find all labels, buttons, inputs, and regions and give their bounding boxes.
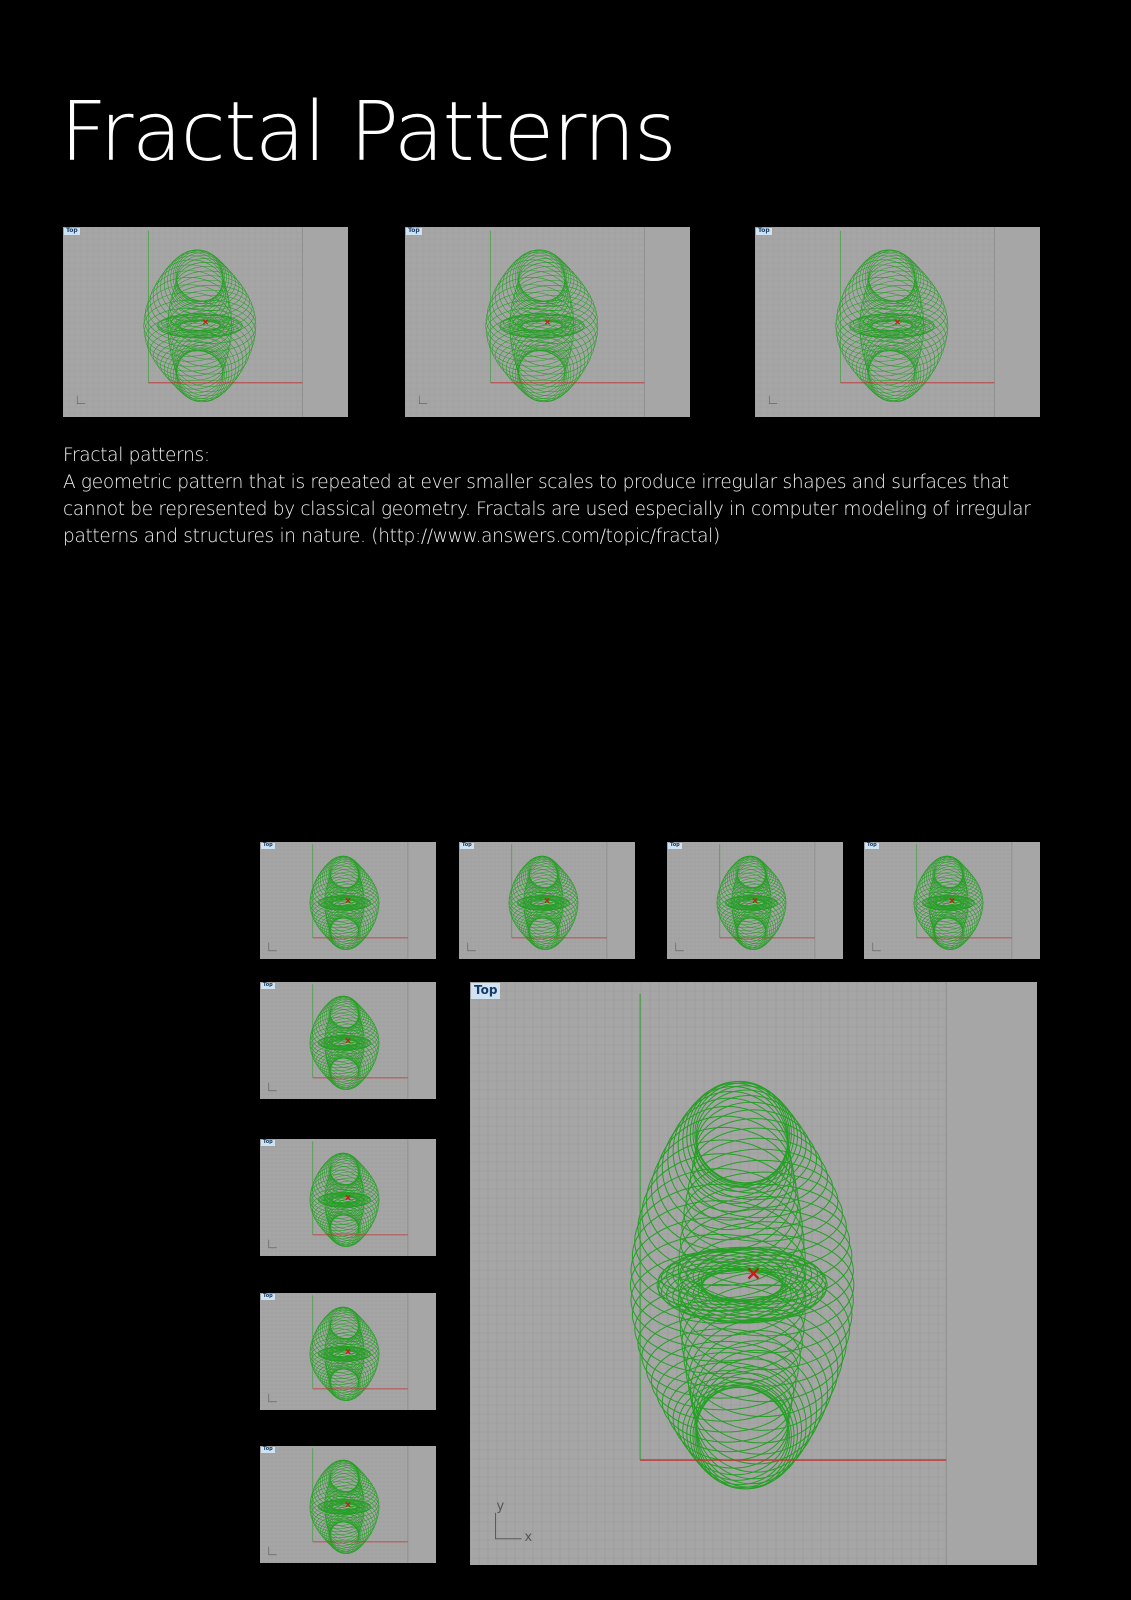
viewport-label: Top <box>263 982 273 988</box>
world-axis-icon <box>676 943 684 951</box>
viewport-label: Top <box>263 842 273 848</box>
top-row-viewport-2 <box>405 227 690 417</box>
fractal-curves <box>144 250 256 402</box>
viewport-label: Top <box>758 227 770 234</box>
fractal-curves <box>836 250 948 402</box>
fractal-curves <box>486 250 598 402</box>
viewport-drawing <box>459 842 635 959</box>
viewport-label: Top <box>408 227 420 234</box>
world-axis-icon <box>269 1547 277 1555</box>
viewport-label: Top <box>263 1446 273 1452</box>
description <box>63 442 1053 550</box>
gallery-thumb-4 <box>864 842 1040 959</box>
viewport-drawing <box>260 982 436 1099</box>
top-row-viewport-1 <box>63 227 348 417</box>
world-axis-icon <box>269 1083 277 1091</box>
viewport-drawing <box>260 1139 436 1256</box>
large-viewport <box>470 982 1037 1565</box>
axis-label-y: y <box>496 1498 505 1514</box>
world-axis-icon <box>419 396 427 404</box>
viewport-label: Top <box>471 983 500 999</box>
viewport-label: Top <box>670 842 680 848</box>
world-axis-icon <box>496 1513 522 1539</box>
page-title: Fractal Patterns <box>60 85 676 180</box>
viewport-drawing <box>470 982 1037 1565</box>
viewport-label: Top <box>462 842 472 848</box>
gallery-thumb-2 <box>459 842 635 959</box>
gallery-thumb-6 <box>260 1139 436 1256</box>
gallery-thumb-1 <box>260 842 436 959</box>
viewport-label: Top <box>66 227 78 234</box>
viewport-drawing <box>260 1293 436 1410</box>
gallery-thumb-7 <box>260 1293 436 1410</box>
viewport-drawing <box>864 842 1040 959</box>
viewport-drawing <box>667 842 843 959</box>
viewport-label: Top <box>867 842 877 848</box>
top-row-viewport-3 <box>755 227 1040 417</box>
world-axis-icon <box>269 1394 277 1402</box>
viewport-drawing <box>260 1446 436 1563</box>
world-axis-icon <box>77 396 85 404</box>
description-heading: Fractal patterns: <box>63 445 210 466</box>
axis-label-x: x <box>524 1529 533 1545</box>
viewport-label: Top <box>263 1293 273 1299</box>
world-axis-icon <box>269 1240 277 1248</box>
world-axis-icon <box>269 943 277 951</box>
world-axis-icon <box>873 943 881 951</box>
description-body: A geometric pattern that is repeated at ever smaller scales to produce irregular shapes and surfaces that cannot be represented by classical geometry. Fractals are used especially in computer modeling of irregular patterns and structures in nature. (http://www.answers.com/topic/fractal) <box>63 472 1031 547</box>
fractal-curves <box>630 1081 853 1489</box>
gallery-thumb-5 <box>260 982 436 1099</box>
viewport-drawing <box>260 842 436 959</box>
world-axis-icon <box>769 396 777 404</box>
world-axis-icon <box>468 943 476 951</box>
viewport-label: Top <box>263 1139 273 1145</box>
viewport-drawing <box>405 227 690 417</box>
gallery-thumb-8 <box>260 1446 436 1563</box>
gallery-thumb-3 <box>667 842 843 959</box>
viewport-drawing <box>63 227 348 417</box>
viewport-drawing <box>755 227 1040 417</box>
